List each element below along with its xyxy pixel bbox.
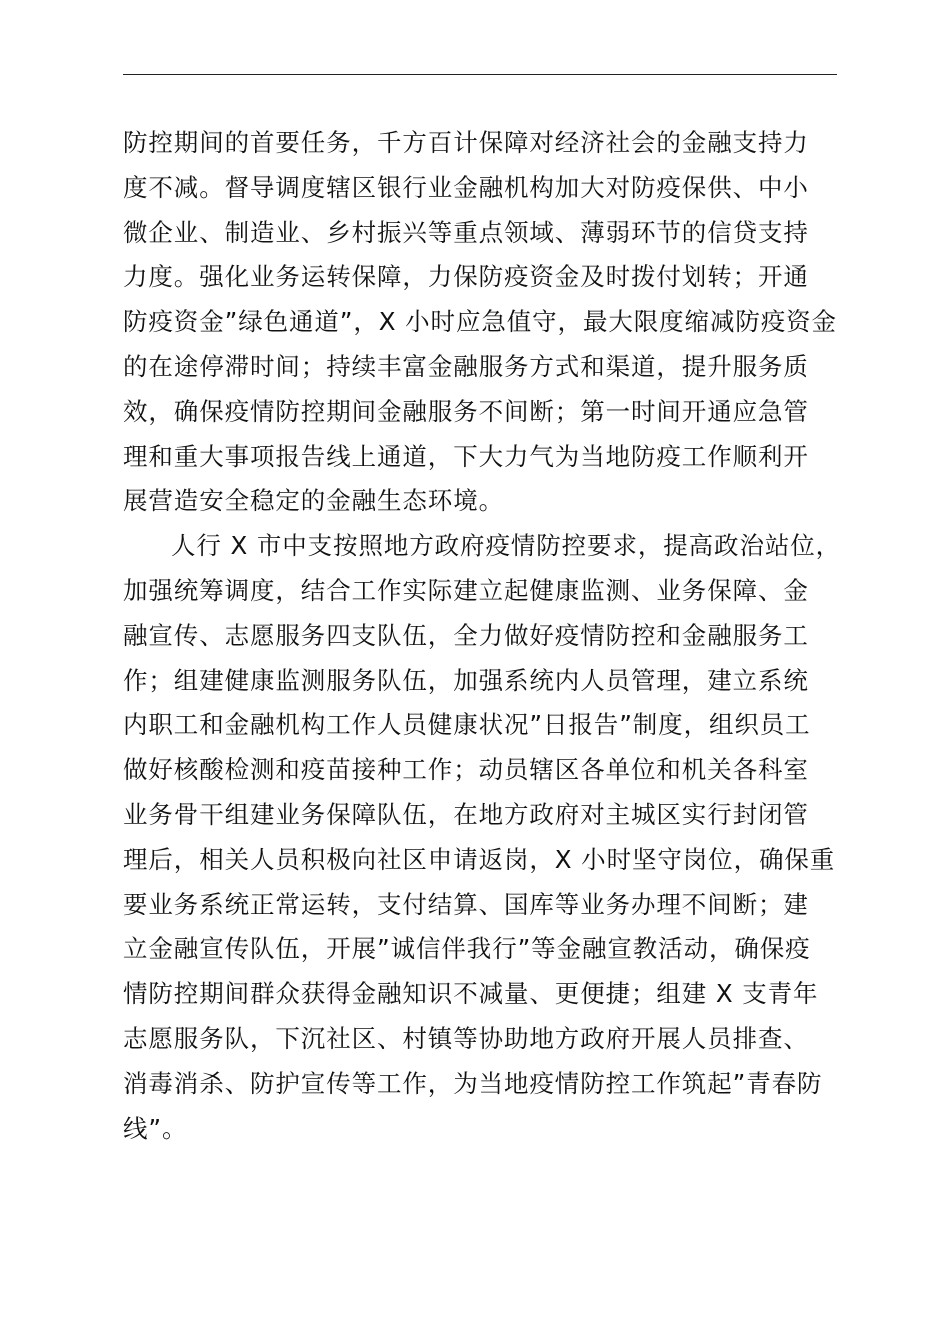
text-line: 理和重大事项报告线上通道，下大力气为当地防疫工作顺利开 (123, 441, 809, 471)
text-line: 消毒消杀、防护宣传等工作，为当地疫情防控工作筑起”青春防 (123, 1068, 823, 1098)
text-line: 作；组建健康监测服务队伍，加强系统内人员管理，建立系统 (123, 665, 809, 695)
text-line: 度不减。督导调度辖区银行业金融机构加大对防疫保供、中小 (123, 172, 809, 202)
text-line: 人行 X 市中支按照地方政府疫情防控要求，提高政治站位， (171, 531, 842, 561)
text-line: 加强统筹调度，结合工作实际建立起健康监测、业务保障、金 (123, 575, 809, 605)
text-line: 融宣传、志愿服务四支队伍，全力做好疫情防控和金融服务工 (123, 620, 809, 650)
text-line: 立金融宣传队伍，开展”诚信伴我行”等金融宣教活动，确保疫 (123, 934, 811, 964)
paragraph-2 (123, 524, 863, 1151)
text-line: 志愿服务队，下沉社区、村镇等协助地方政府开展人员排查、 (123, 1023, 809, 1053)
document-body (123, 121, 863, 1151)
text-line: 防控期间的首要任务，千方百计保障对经济社会的金融支持力 (123, 128, 809, 157)
header-rule (123, 74, 837, 75)
text-line: 情防控期间群众获得金融知识不减量、更便捷；组建 X 支青年 (123, 979, 819, 1009)
text-line: 要业务系统正常运转，支付结算、国库等业务办理不间断；建 (123, 889, 809, 919)
text-line: 线”。 (123, 1113, 188, 1143)
text-line: 展营造安全稳定的金融生态环境。 (123, 486, 504, 516)
text-line: 力度。强化业务运转保障，力保防疫资金及时拨付划转；开通 (123, 262, 809, 292)
text-line: 效，确保疫情防控期间金融服务不间断；第一时间开通应急管 (123, 396, 809, 426)
text-line: 微企业、制造业、乡村振兴等重点领域、薄弱环节的信贷支持 (123, 217, 809, 247)
paragraph-1 (123, 121, 863, 524)
text-line: 业务骨干组建业务保障队伍，在地方政府对主城区实行封闭管 (123, 799, 809, 829)
text-line: 防疫资金”绿色通道”，X 小时应急值守，最大限度缩减防疫资金 (123, 307, 837, 337)
text-line: 的在途停滞时间；持续丰富金融服务方式和渠道，提升服务质 (123, 351, 809, 381)
text-line: 做好核酸检测和疫苗接种工作；动员辖区各单位和机关各科室 (123, 755, 809, 785)
text-line: 理后，相关人员积极向社区申请返岗，X 小时坚守岗位，确保重 (123, 844, 836, 874)
text-line: 内职工和金融机构工作人员健康状况”日报告”制度，组织员工 (123, 710, 811, 740)
